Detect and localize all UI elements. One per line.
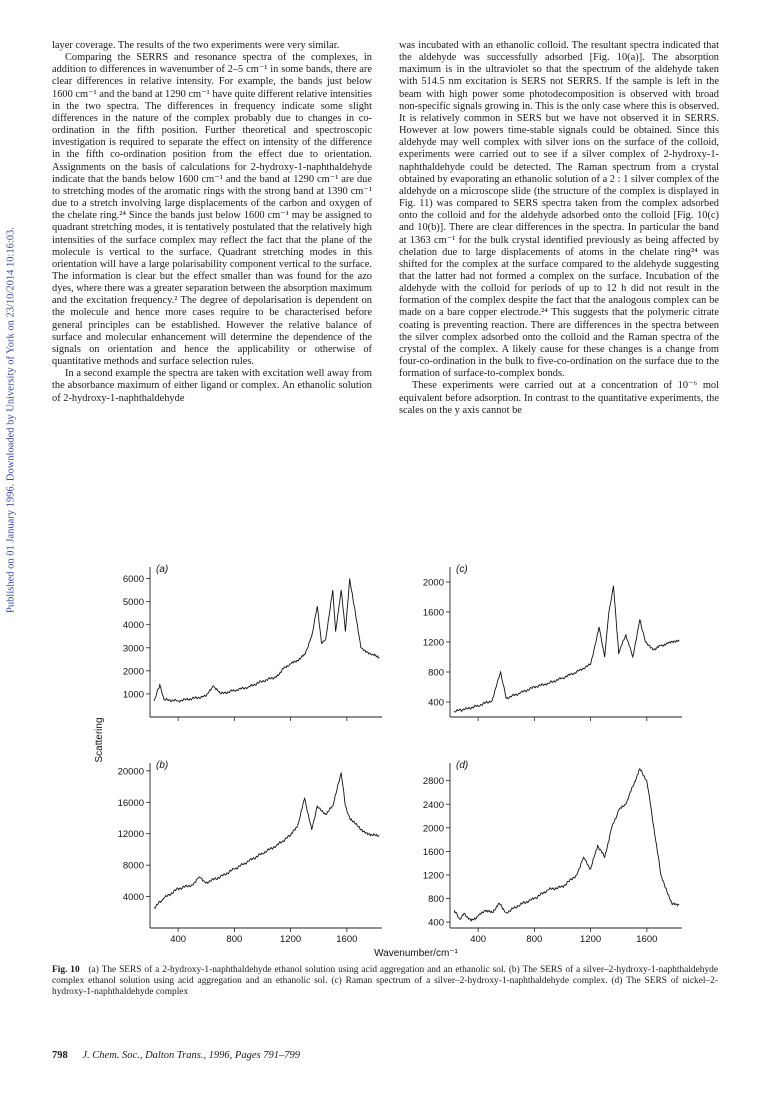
panel-label: (c) — [456, 564, 468, 575]
y-tick-label: 400 — [428, 697, 444, 709]
y-tick-label: 8000 — [122, 860, 144, 872]
y-tick-label: 2000 — [122, 666, 144, 678]
panel-label: (a) — [156, 564, 169, 575]
page-footer — [52, 1050, 300, 1061]
paragraph: layer coverage. The results of the two experiments were very similar. — [52, 40, 340, 51]
y-tick-label: 16000 — [117, 797, 144, 809]
x-tick-label: 1600 — [636, 934, 658, 945]
spectrum-line — [454, 769, 679, 921]
spectrum-line — [154, 773, 379, 908]
y-tick-label: 1000 — [122, 689, 144, 701]
y-tick-label: 1600 — [422, 846, 444, 858]
left-text-column — [52, 40, 372, 405]
x-tick-label: 800 — [226, 934, 243, 945]
x-axis-label: Wavenumber/cm⁻¹ — [374, 948, 458, 959]
paragraph: These experiments were carried out at a concentration of 10⁻⁶ mol equivalent before adsorption. In contrast to the quantitative experiments, the scales on the y axis cannot be — [399, 380, 719, 416]
y-tick-label: 800 — [428, 667, 444, 679]
spectrum-line — [454, 586, 679, 712]
y-tick-label: 20000 — [117, 766, 144, 778]
download-stamp-text: Published on 01 January 1996. Downloaded by University of York on 23/10/2014 10:16:03. — [5, 227, 17, 613]
paragraph: was incubated with an ethanolic colloid. The resultant spectra indicated that the aldehyde was successfully adsorbed [Fig. 10(a)]. The absorption maximum is in the ultraviolet so that the spectrum of the aldehyde taken with 514.5 nm excitation is SERS not SERRS. If the sample is left in the beam with high power some photodecomposition is observed with broad non-specific signals growing in. This is the only case where this is observed. It is relatively common in SERS but we have not observed it in SERRS. However at low powers time-stable signals could be obtained. Since this aldehyde may well complex with silver ions on the surface of the colloid, experiments were carried out to see if a silver complex of 2-hydroxy-1-naphthaldehyde could be detected. The Raman spectrum from a crystal obtained by evaporating an ethanolic solution of a 2 : 1 silver complex of the aldehyde on a microscope slide (the structure of the complex is displayed in Fig. 11) was compared to SERS spectra taken from the complex adsorbed onto the colloid and for the aldehyde adsorbed onto the colloid [Fig. 10(c) and 10(b)]. There are clear differences in the spectra. In particular the band at 1363 cm⁻¹ for the bulk crystal identified previously as being affected by chelation due to large displacements of atoms in the chelate ring²⁴ was shifted for the complex at the surface compared to the aldehyde suggesting that the latter had not formed a complex on the surface. Incubation of the aldehyde with the colloid for periods of up to 12 h did not result in the formation of the complex despite the fact that the analogous complex can be made on a bare copper electrode.²⁴ This suggests that the polymeric citrate coating is preventing reaction. There are differences in the spectra between the silver complex adsorbed onto the colloid and the Raman spectra of the crystal of the complex. A likely cause for these changes is a change from four-co-ordination in the bulk to five-co-ordination on the surface due to the formation of surface-to-complex bonds. — [399, 40, 719, 380]
x-tick-label: 400 — [470, 934, 487, 945]
y-tick-label: 2000 — [422, 823, 444, 835]
y-tick-label: 4000 — [122, 892, 144, 904]
x-tick-label: 800 — [526, 934, 543, 945]
y-tick-label: 1200 — [422, 637, 444, 649]
y-tick-label: 800 — [428, 894, 444, 906]
spectrum-line — [154, 579, 379, 703]
caption-label: Fig. 10 — [52, 965, 80, 975]
spectra-figure — [60, 555, 720, 960]
y-tick-label: 4000 — [122, 620, 144, 632]
x-tick-label: 1200 — [280, 934, 302, 945]
y-tick-label: 6000 — [122, 574, 144, 586]
paragraph: In a second example the spectra are taken with excitation well away from the absorbance maximum of either ligand or complex. An ethanolic solution of 2-hydroxy-1-naphthaldehyde — [52, 368, 372, 404]
y-tick-label: 2000 — [422, 577, 444, 589]
y-tick-label: 1600 — [422, 607, 444, 619]
y-tick-label: 12000 — [117, 829, 144, 841]
x-tick-label: 400 — [170, 934, 187, 945]
panel-label: (b) — [156, 760, 169, 771]
y-tick-label: 1200 — [422, 870, 444, 882]
y-tick-label: 2400 — [422, 799, 444, 811]
right-text-column — [399, 40, 719, 417]
panel-label: (d) — [456, 760, 469, 771]
y-tick-label: 2800 — [422, 776, 444, 788]
x-tick-label: 1200 — [580, 934, 602, 945]
caption-text: (a) The SERS of a 2-hydroxy-1-naphthaldehyde ethanol solution using acid aggregation and an ethanolic sol. (b) The SERS of a silver–2-hydroxy-1-naphthaldehyde complex ethanol solution using acid aggregation and an ethanolic sol. (c) Raman spectrum of a silver–2-hydroxy-1-naphthaldehyde complex. (d) The SERS of nickel–2-hydroxy-1-naphthaldehyde complex — [52, 965, 718, 997]
y-axis-label: Scattering — [94, 717, 105, 763]
journal-citation: J. Chem. Soc., Dalton Trans., 1996, Pages 791–799 — [82, 1050, 300, 1061]
y-tick-label: 400 — [428, 917, 444, 929]
paragraph: Comparing the SERRS and resonance spectra of the complexes, in addition to differences in wavenumber of 2–5 cm⁻¹ in some bands, there are clear differences in relative intensity. For example, the bands just below 1600 cm⁻¹ and the band at 1290 cm⁻¹ have quite different relative intensities in the two spectra. The differences in frequency indicate some slight differences in the nature of the complex probably due to changes in co-ordination in the fifth position. Further theoretical and spectroscopic investigation is required to separate the effect on intensity of the difference in the fifth co-ordination position from the effect due to orientation. Assignments on the basis of calculations for 2-hydroxy-1-naphthaldehyde indicate that the bands below 1600 cm⁻¹ and the band at 1290 cm⁻¹ are due to stretching modes of the aromatic rings with the strong band at 1390 cm⁻¹ due to a stretch involving large displacements of the carbon and oxygen of the chelate ring.²⁴ Since the bands just below 1600 cm⁻¹ may be assigned to quadrant stretching modes, it is tentatively postulated that the relatively high intensities of the surface complex may reflect the fact that the plane of the molecule is vertical to the surface. Quadrant stretching modes in this orientation will have a large polarisability component vertical to the surface. The information is clear but the effect smaller than was found for the azo dyes, where there was a greater separation between the absorption maximum and the excitation frequency.² The degree of depolarisation is dependent on the molecule and hence more cases require to be characterised before general principles can be established. However the relative balance of surface and molecular enhancement will determine the dependence of the signals on orientation and hence the applicability or otherwise of quantitative methods and surface selection rules. — [52, 52, 372, 368]
download-stamp — [0, 120, 22, 720]
page-number: 798 — [52, 1050, 68, 1061]
figure-10 — [60, 555, 720, 960]
figure-caption — [52, 965, 718, 998]
x-tick-label: 1600 — [336, 934, 358, 945]
y-tick-label: 5000 — [122, 597, 144, 609]
y-tick-label: 3000 — [122, 643, 144, 655]
